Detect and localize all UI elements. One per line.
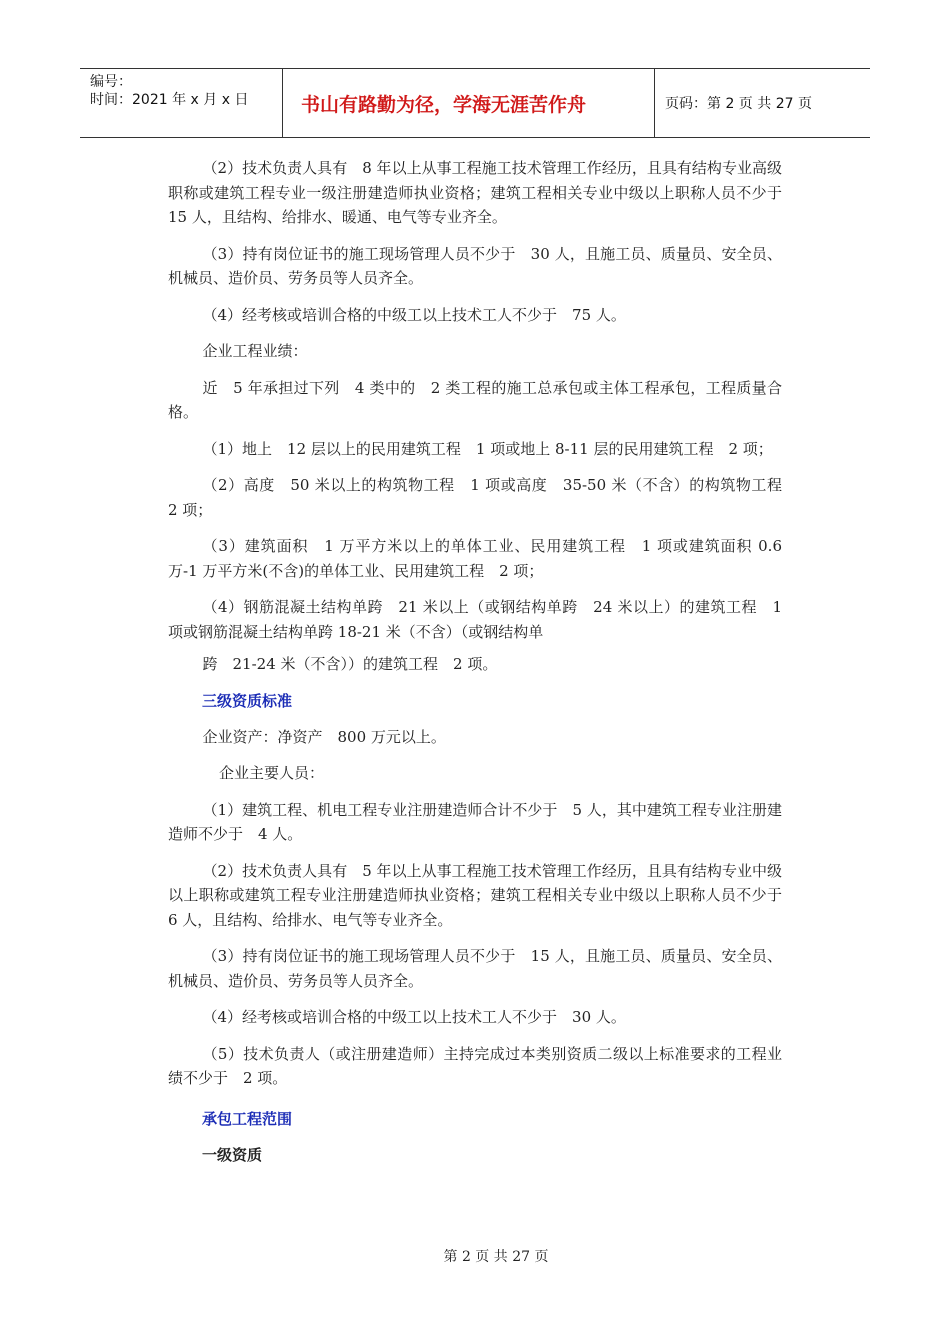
paragraph-performance-item-4: （4）钢筋混凝土结构单跨 21 米以上（或钢结构单跨 24 米以上）的建筑工程 1 项或钢筋混凝土结构单跨 18-21 米（不含）（或钢结构单 — [168, 598, 782, 641]
paragraph-performance-item-1: （1）地上 12 层以上的民用建筑工程 1 项或地上 8-11 层的民用建筑工程 2 项； — [202, 439, 773, 458]
scope-subtitle: 一级资质 — [202, 1145, 263, 1164]
header-motto: 书山有路勤为径，学海无涯苦作舟 — [282, 69, 655, 137]
section-three-item-3: （3）持有岗位证书的施工现场管理人员不少于 15 人，且施工员、质量员、安全员、机械员、造价员、劳务员等人员齐全。 — [168, 947, 782, 990]
paragraph-tech-lead: （2）技术负责人具有 8 年以上从事工程施工技术管理工作经历，且具有结构专业高级职称或建筑工程专业一级注册建造师执业资格；建筑工程相关专业中级以上职称人员不少于 15 人，且结构、给排水、暖通、电气等专业齐全。 — [168, 159, 798, 226]
section-three-assets: 企业资产：净资产 800 万元以上。 — [202, 727, 446, 746]
section-three-item-1: （1）建筑工程、机电工程专业注册建造师合计不少于 5 人，其中建筑工程专业注册建造师不少于 4 人。 — [168, 800, 782, 843]
paragraph-performance-heading: 企业工程业绩： — [202, 342, 308, 360]
section-three-item-4: （4）经考核或培训合格的中级工以上技术工人不少于 30 人。 — [202, 1008, 626, 1026]
paragraph-site-managers: （3）持有岗位证书的施工现场管理人员不少于 30 人，且施工员、质量员、安全员、机械员、造价员、劳务员等人员齐全。 — [168, 244, 782, 287]
page-footer: 第 2 页 共 27 页 — [443, 1249, 549, 1265]
scope-title: 承包工程范围 — [202, 1109, 293, 1128]
header-page-label: 页码：第 2 页 共 27 页 — [665, 96, 812, 112]
section-three-item-5: （5）技术负责人（或注册建造师）主持完成过本类别资质二级以上标准要求的工程业绩不少于 2 项。 — [168, 1044, 782, 1087]
section-three-item-2: （2）技术负责人具有 5 年以上从事工程施工技术管理工作经历，且具有结构专业中级以上职称或建筑工程专业注册建造师执业资格；建筑工程相关专业中级以上职称人员不少于 6 人，且结构、给排水、电气等专业齐全。 — [168, 861, 798, 929]
paragraph-performance-item-2: （2）高度 50 米以上的构筑物工程 1 项或高度 35-50 米（不含）的构筑物工程 2 项； — [168, 476, 798, 519]
paragraph-skilled-workers: （4）经考核或培训合格的中级工以上技术工人不少于 75 人。 — [202, 305, 626, 324]
document-number-label: 编号： — [90, 74, 132, 90]
paragraph-performance-item-4-cont: 跨 21-24 米（不含））的建筑工程 2 项。 — [202, 655, 498, 673]
paragraph-performance-item-3: （3）建筑面积 1 万平方米以上的单体工业、民用建筑工程 1 项或建筑面积 0.6 万-1 万平方米(不含)的单体工业、民用建筑工程 2 项； — [168, 537, 782, 580]
section-three-personnel-heading: 企业主要人员： — [219, 764, 325, 782]
document-date-label: 时间：2021 年 x 月 x 日 — [90, 92, 249, 108]
paragraph-performance-intro: 近 5 年承担过下列 4 类中的 2 类工程的施工总承包或主体工程承包，工程质量合格。 — [168, 378, 782, 421]
document-header — [80, 68, 870, 138]
section-three-title: 三级资质标准 — [202, 691, 293, 710]
document-body — [168, 156, 798, 1179]
header-info-cell — [80, 69, 282, 137]
